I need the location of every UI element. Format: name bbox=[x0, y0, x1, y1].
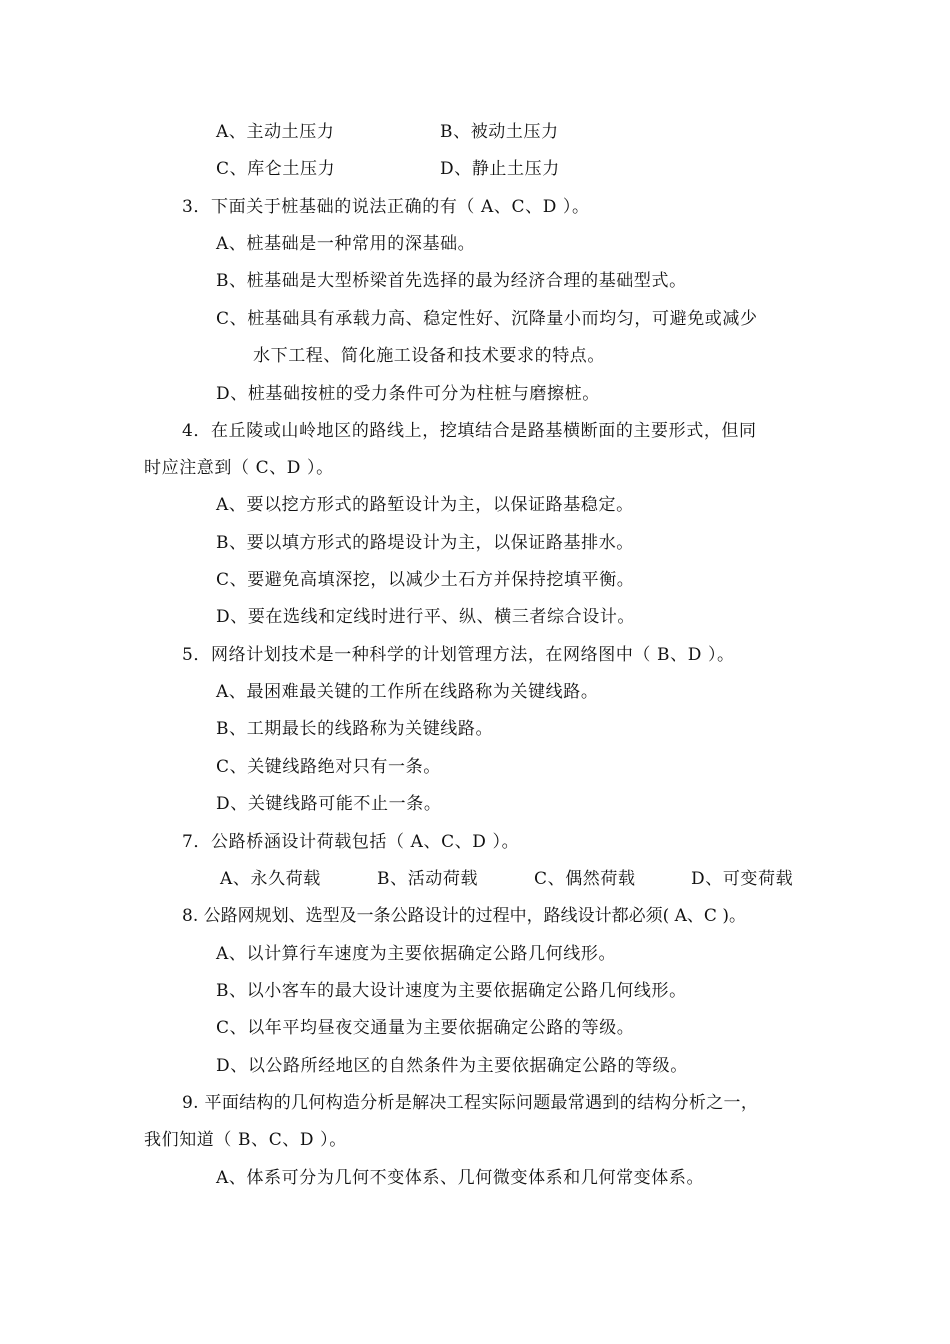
q7-option-c: C、偶然荷载 bbox=[534, 869, 636, 889]
q5-option-a: A、最困难最关键的工作所在线路称为关键线路。 bbox=[216, 682, 599, 702]
q3-option-b: B、桩基础是大型桥梁首先选择的最为经济合理的基础型式。 bbox=[216, 271, 687, 291]
q4-option-b: B、要以填方形式的路堤设计为主，以保证路基排水。 bbox=[216, 533, 634, 553]
q4-option-d: D、要在选线和定线时进行平、纵、横三者综合设计。 bbox=[216, 607, 636, 627]
q9-stem-line2: 我们知道（ B、C、D ）。 bbox=[144, 1130, 347, 1150]
q8-option-d: D、以公路所经地区的自然条件为主要依据确定公路的等级。 bbox=[216, 1056, 688, 1076]
q2-option-c: C、库仑土压力 bbox=[216, 159, 336, 179]
q4-option-a: A、要以挖方形式的路堑设计为主，以保证路基稳定。 bbox=[216, 495, 634, 515]
q2-option-d: D、静止土压力 bbox=[440, 159, 560, 179]
q9-option-a: A、体系可分为几何不变体系、几何微变体系和几何常变体系。 bbox=[216, 1168, 705, 1188]
q8-option-c: C、以年平均昼夜交通量为主要依据确定公路的等级。 bbox=[216, 1018, 635, 1038]
q2-option-b: B、被动土压力 bbox=[440, 122, 559, 142]
q9-stem-line1: 9. 平面结构的几何构造分析是解决工程实际问题最常遇到的结构分析之一， bbox=[182, 1093, 759, 1113]
q5-stem: 5．网络计划技术是一种科学的计划管理方法，在网络图中（ B、D ）。 bbox=[182, 645, 735, 665]
q7-stem: 7．公路桥涵设计荷载包括（ A、C、D ）。 bbox=[182, 832, 520, 852]
q4-stem-line2: 时应注意到（ C、D ）。 bbox=[144, 458, 334, 478]
q5-option-d: D、关键线路可能不止一条。 bbox=[216, 794, 442, 814]
q4-option-c: C、要避免高填深挖，以减少土石方并保持挖填平衡。 bbox=[216, 570, 635, 590]
q2-option-a: A、主动土压力 bbox=[216, 122, 335, 142]
q3-option-d: D、桩基础按桩的受力条件可分为柱桩与磨擦桩。 bbox=[216, 384, 600, 404]
q3-option-a: A、桩基础是一种常用的深基础。 bbox=[216, 234, 476, 254]
q8-stem: 8. 公路网规划、选型及一条公路设计的过程中，路线设计都必须( A、C )。 bbox=[182, 906, 746, 926]
q7-option-d: D、可变荷载 bbox=[691, 869, 794, 889]
q5-option-c: C、关键线路绝对只有一条。 bbox=[216, 757, 441, 777]
q8-option-a: A、以计算行车速度为主要依据确定公路几何线形。 bbox=[216, 944, 617, 964]
q7-option-a: A、永久荷载 bbox=[220, 869, 321, 889]
q4-stem-line1: 4．在丘陵或山岭地区的路线上，挖填结合是路基横断面的主要形式，但同 bbox=[182, 421, 757, 441]
q3-option-c-line1: C、桩基础具有承载力高、稳定性好、沉降量小而均匀，可避免或减少 bbox=[216, 309, 758, 329]
q3-stem: 3．下面关于桩基础的说法正确的有（ A、C、D ）。 bbox=[182, 197, 590, 217]
q7-option-b: B、活动荷载 bbox=[377, 869, 479, 889]
q8-option-b: B、以小客车的最大设计速度为主要依据确定公路几何线形。 bbox=[216, 981, 687, 1001]
q3-option-c-line2: 水下工程、简化施工设备和技术要求的特点。 bbox=[253, 346, 605, 366]
q5-option-b: B、工期最长的线路称为关键线路。 bbox=[216, 719, 494, 739]
